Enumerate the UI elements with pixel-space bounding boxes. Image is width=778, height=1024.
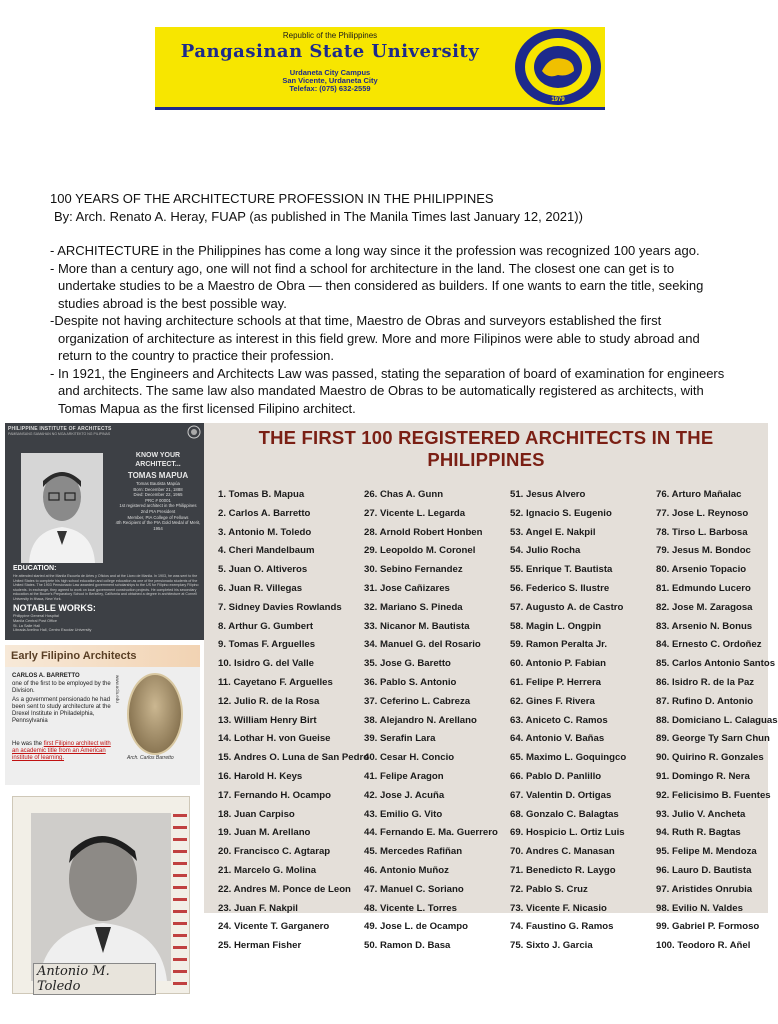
architect-entry: 39. Serafin Lara [364,733,436,745]
notable-work: Manila Central Post Office [13,618,58,623]
article-paragraph: - In 1921, the Engineers and Architects Law was passed, stating the separation of board of examination for engineers and architects. The same law also mandated Maestro de Obras to be automatically registered as architects, with Tomas Mapua as the first licensed Filipino architect. [50,365,725,416]
architect-entry: 45. Mercedes Rafiñan [364,846,463,858]
seal-year: 1979 [551,97,565,103]
notable-work: Librada Avelino Hall, Centro Escolar University [13,628,92,633]
article-paragraph: - ARCHITECTURE in the Philippines has come a long way since it the profession was recognized 100 years ago. [50,243,700,258]
architect-entry: 62. Gines F. Rivera [510,695,595,707]
architect-entry: 20. Francisco C. Agtarap [218,846,331,858]
architect-entry: 17. Fernando H. Ocampo [218,789,332,801]
architect-name: CARLOS A. BARRETTO [12,673,80,679]
architect-entry: 24. Vicente T. Garganero [218,921,330,933]
barretto-portrait [127,673,183,755]
architect-entry: 72. Pablo S. Cruz [510,883,588,895]
architect-entry: 96. Lauro D. Bautista [656,864,752,876]
republic-label: Republic of the Philippines [282,31,378,40]
architect-entry: 97. Aristides Onrubia [656,883,753,895]
architect-entry: 23. Juan F. Nakpil [218,902,298,914]
architect-entry: 15. Andres O. Luna de San Pedro [218,752,370,764]
fact-line: Born: December 21, 1888 [133,486,183,492]
architect-entry: 98. Evilio N. Valdes [656,902,743,914]
fact-line: Tomas Bautista Mapúa [136,481,180,486]
architect-entry: 63. Aniceto C. Ramos [510,714,608,726]
architect-entry: 37. Ceferino L. Cabreza [364,695,471,707]
architect-entry: 100. Teodoro R. Añel [656,940,751,952]
architect-entry: 13. William Henry Birt [218,714,317,726]
toledo-photo-card [12,796,190,994]
article-text [50,190,730,417]
architect-entry: 46. Antonio Muñoz [364,864,449,876]
architect-entry: 83. Arsenio N. Bonus [656,620,753,632]
architect-entry: 60. Antonio P. Fabian [510,658,606,670]
architect-entry: 59. Ramon Peralta Jr. [510,639,608,651]
architect-entry: 81. Edmundo Lucero [656,582,751,594]
architect-entry: 10. Isidro G. del Valle [218,658,314,670]
fact-line: Died: December 22, 1965 [133,492,183,498]
board-title: THE FIRST 100 REGISTERED ARCHITECTS IN THE PHILIPPINES [258,427,714,470]
architect-entry: 73. Vicente F. Nicasio [510,902,607,914]
pia-header: PHILIPPINE INSTITUTE OF ARCHITECTS [8,426,112,432]
early-filipino-architects-panel [5,645,200,785]
fact-line: 4th Recipient of the PIA Gold Medal of Merit, 1954 [115,520,201,531]
antonio-toledo-photo [31,813,171,981]
architect-entry: 94. Ruth R. Bagtas [656,827,741,839]
fact-line: 1st registered architect in the Philippines [119,503,197,509]
education-text: He attended started at the Manila Escuela de Artes y Oficios and at the Liceo de Manila. In 1903, he was sent to the United States to complete his high school education and college education as one of the pensionado students of the United States. The 1903 Pensionado Law awarded government scholarships to the US for Filipino exemplary Filipino students. In exchange, they agreed to work on local government construction projects. He completed his secondary education at the Boone's Preparatory School in Berkeley, California and obtained a degree in architecture at Cornell University in Ithaca, New York. [13,574,199,601]
architect-entry: 27. Vicente L. Legarda [364,507,466,519]
architect-entry: 64. Antonio V. Bañas [510,733,605,745]
architect-entry: 80. Arsenio Topacio [656,564,747,576]
architect-entry: 90. Quirino R. Gonzales [656,752,764,764]
know-your-architect-label: KNOW YOUR ARCHITECT... [135,452,181,468]
architect-entry: 16. Harold H. Keys [218,770,303,782]
architect-entry: 52. Ignacio S. Eugenio [510,507,612,519]
fact-line: PRC # 00001 [145,497,171,503]
architect-entry: 69. Hospicio L. Ortiz Luis [510,827,625,839]
article-title: 100 YEARS OF THE ARCHITECTURE PROFESSION IN THE PHILIPPINES [50,191,494,206]
know-your-architect-panel [5,423,205,640]
architect-entry: 43. Emilio G. Vito [364,808,443,820]
side-watermark: www.ucla.edu [115,675,120,703]
architect-entry: 30. Sebino Fernandez [364,564,463,576]
article-byline: By: Arch. Renato A. Heray, FUAP (as published in The Manila Times last January 12, 2021)) [54,208,583,224]
architects-column-3 [510,486,626,956]
architects-column-4 [656,486,778,956]
architect-entry: 68. Gonzalo C. Balagtas [510,808,619,820]
notable-work: St. La Salle Hall [13,623,41,628]
architect-entry: 44. Fernando E. Ma. Guerrero [364,827,498,839]
architect-entry: 47. Manuel C. Soriano [364,883,464,895]
fact-line: 2nd PIA President [140,508,176,514]
university-name: Pangasinan State University [180,41,480,62]
architect-entry: 87. Rufino D. Antonio [656,695,754,707]
architect-entry: 26. Chas A. Gunn [364,489,444,500]
notable-works-list [13,614,199,633]
architect-entry: 2. Carlos A. Barretto [218,507,311,519]
architects-column-2 [364,486,498,956]
architect-entry: 8. Arthur G. Gumbert [218,620,314,632]
architect-entry: 92. Felicisimo B. Fuentes [656,789,771,801]
architect-entry: 36. Pablo S. Antonio [364,676,457,688]
architect-entry: 6. Juan R. Villegas [218,582,303,594]
architect-entry: 38. Alejandro N. Arellano [364,714,477,726]
architect-entry: 85. Carlos Antonio Santos [656,658,776,670]
architect-entry: 21. Marcelo G. Molina [218,864,317,876]
campus-line: Telefax: (075) 632-2559 [289,84,371,93]
architect-entry: 28. Arnold Robert Honben [364,526,483,538]
architect-entry: 51. Jesus Alvero [510,489,586,500]
architect-entry: 40. Cesar H. Concio [364,752,455,764]
architect-facts [113,481,203,531]
architect-entry: 65. Maximo L. Goquingco [510,752,627,764]
architect-entry: 4. Cheri Mandelbaum [218,545,315,557]
bullet-text: He was the [12,741,43,747]
bullet-text-highlight [12,741,117,762]
architect-entry: 77. Jose L. Reynoso [656,507,749,519]
architect-entry: 42. Jose J. Acuña [364,789,445,801]
architect-entry: 1. Tomas B. Mapua [218,489,305,500]
article-paragraph: - More than a century ago, one will not find a school for architecture in the land. The closest one can get is to undertake studies to be a Maestro de Obra — then considered as builders. If one wants to earn the title, seeking studies abroad is the best possible way. [50,260,704,311]
architect-entry: 76. Arturo Mañalac [656,489,742,500]
bullet-text: one of the first to be employed by the Division. [12,681,111,694]
article-paragraph: -Despite not having architecture schools at that time, Maestro de Obras and surveyors established the first organization of architecture as interest in this field grew. More and more Filipinos were able to study abroad and return to the country to practice their profession. [50,313,700,363]
architect-entry: 57. Augusto A. de Castro [510,601,624,613]
highlight-text: first Filipino architect with an academic title from an American institute of learning. [12,741,111,761]
architect-entry: 34. Manuel G. del Rosario [364,639,481,651]
architect-entry: 49. Jose L. de Ocampo [364,921,468,933]
architect-entry: 41. Felipe Aragon [364,770,444,782]
architect-entry: 35. Jose G. Baretto [364,658,451,670]
campus-line: San Vicente, Urdaneta City [282,76,378,85]
architect-entry: 32. Mariano S. Pineda [364,601,463,613]
architect-entry: 50. Ramon D. Basa [364,940,451,952]
architect-entry: 84. Ernesto C. Ordoñez [656,639,762,651]
architect-entry: 12. Julio R. de la Rosa [218,695,320,707]
architect-entry: 86. Isidro R. de la Paz [656,676,755,688]
architects-column-1 [218,486,369,956]
architect-entry: 53. Angel E. Nakpil [510,526,596,538]
portrait-caption: Arch. Carlos Barretto [127,755,174,761]
university-seal-icon [512,27,604,107]
architect-entry: 58. Magin L. Ongpin [510,620,602,632]
architect-entry: 5. Juan O. Altiveros [218,564,308,576]
architect-name: TOMAS MAPUA [127,471,189,480]
architect-entry: 9. Tomas F. Arguelles [218,639,316,651]
architect-entry: 29. Leopoldo M. Coronel [364,545,476,557]
first-100-architects-board [204,423,778,952]
pia-subheader: PAMBANSANG SAMAHAN NG MGA ARKITEKTO NG PILIPINAS [8,432,111,436]
architect-entry: 66. Pablo D. Panlillo [510,770,602,782]
campus-info [155,69,505,93]
architect-entry: 54. Julio Rocha [510,545,581,557]
architect-entry: 95. Felipe M. Mendoza [656,846,757,858]
fact-line: Member, PIA College of Fellows [127,514,189,520]
architect-entry: 18. Juan Carpiso [218,808,295,820]
architect-entry: 14. Lothar H. von Gueise [218,733,331,745]
notebook-spiral [173,805,187,989]
architect-entry: 22. Andres M. Ponce de Leon [218,883,351,895]
campus-line: Urdaneta City Campus [289,68,371,77]
architect-entry: 78. Tirso L. Barbosa [656,526,748,538]
architect-entry: 75. Sixto J. Garcia [510,940,593,952]
pia-emblem-icon [187,425,201,439]
architect-entry: 55. Enrique T. Bautista [510,564,613,576]
architect-entry: 70. Andres C. Manasan [510,846,615,858]
architect-entry: 74. Faustino G. Ramos [510,921,614,933]
toledo-signature: Antonio M. Toledo [33,963,156,995]
architect-entry: 7. Sidney Davies Rowlands [218,601,342,613]
bullet-text: As a government pensionado he had been sent to study architecture at the Drexel Institute in Philadelphia, Pennsylvania [12,697,111,724]
architect-entry: 19. Juan M. Arellano [218,827,311,839]
architect-entry: 82. Jose M. Zaragosa [656,601,753,613]
architect-entry: 93. Julio V. Ancheta [656,808,746,820]
notable-work: Philippine General Hospital [13,614,59,618]
tomas-mapua-photo [21,453,103,563]
architect-entry: 99. Gabriel P. Formoso [656,921,760,933]
notable-works-heading: NOTABLE WORKS: [13,603,96,613]
architect-entry: 3. Antonio M. Toledo [218,526,312,538]
architect-entry: 89. George Ty Sarn Chun [656,733,770,745]
architect-entry: 31. Jose Cañizares [364,582,450,594]
architect-entry: 33. Nicanor M. Bautista [364,620,470,632]
architect-entry: 79. Jesus M. Bondoc [656,545,751,557]
architect-entry: 88. Domiciano L. Calaguas [656,714,778,726]
architect-entry: 25. Herman Fisher [218,940,302,952]
architect-entry: 61. Felipe P. Herrera [510,676,602,688]
architect-entry: 67. Valentin D. Ortigas [510,789,612,801]
architect-entry: 91. Domingo R. Nera [656,770,750,782]
architect-entry: 11. Cayetano F. Arguelles [218,676,333,688]
architect-entry: 48. Vicente L. Torres [364,902,457,914]
architect-entry: 71. Benedicto R. Laygo [510,864,616,876]
education-heading: EDUCATION: [13,565,57,572]
early-architects-heading: Early Filipino Architects [11,650,137,662]
architect-entry: 56. Federico S. Ilustre [510,582,610,594]
